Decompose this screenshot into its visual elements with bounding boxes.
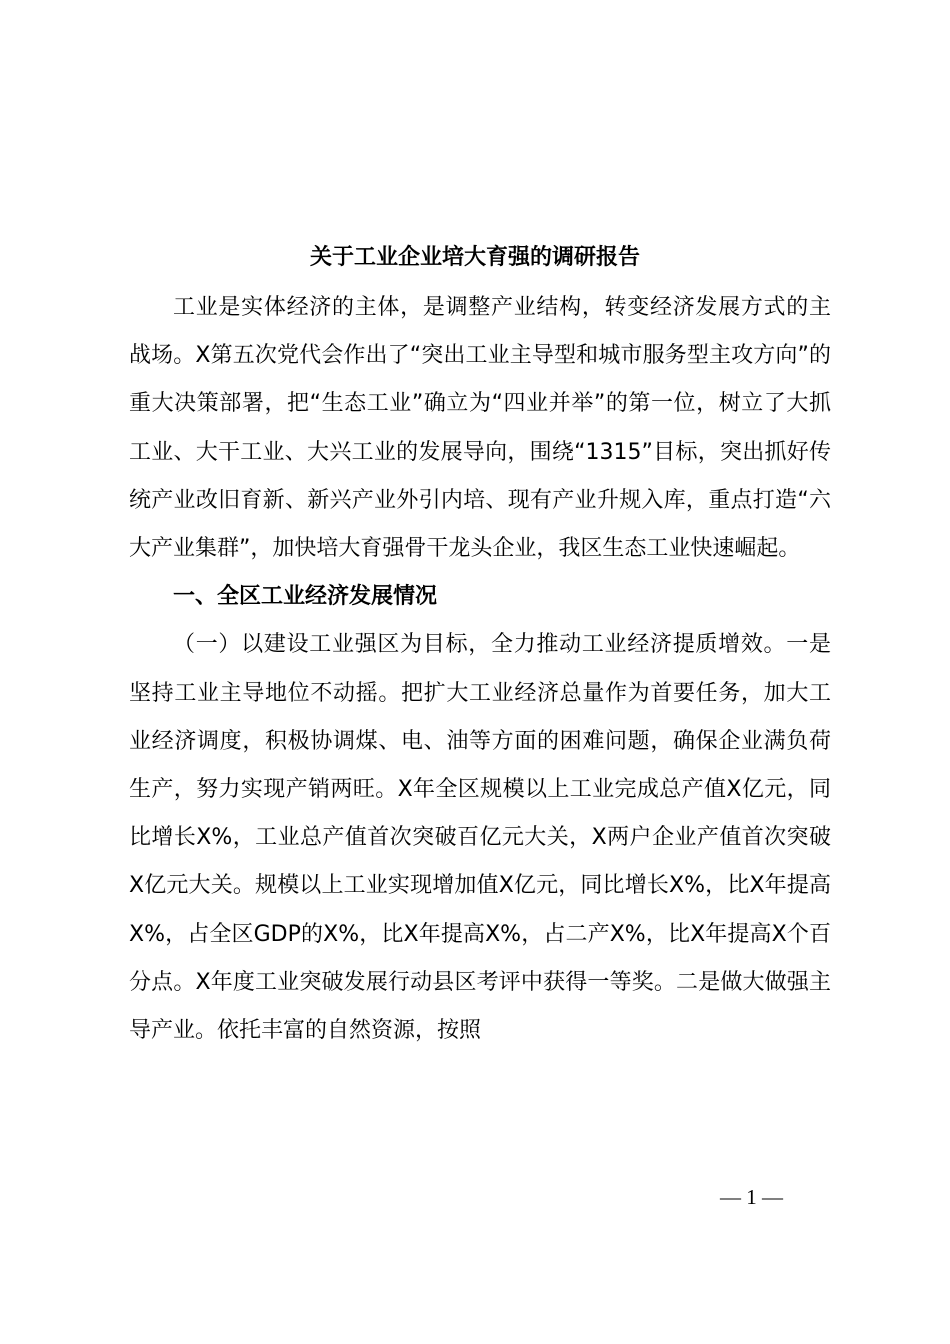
section-paragraph: （一）以建设工业强区为目标，全力推动工业经济提质增效。一是坚持工业主导地位不动摇。把扩大工业经济总量作为首要任务，加大工业经济调度，积极协调煤、电、油等方面的困难问题，确保企业满负荷生产，努力实现产销两旺。X年全区规模以上工业完成总产值X亿元，同比增长X%，工业总产值首次突破百亿元大关，X两户企业产值首次突破X亿元大关。规模以上工业实现增加值X亿元，同比增长X%，比X年提高X%，占全区GDP的X%，比X年提高X%，占二产X%，比X年提高X个百分点。X年度工业突破发展行动县区考评中获得一等奖。二是做大做强主导产业。依托丰富的自然资源，按照 — [129, 632, 831, 1044]
document-body — [129, 284, 831, 1055]
document-title: 关于工业企业培大育强的调研报告 — [309, 244, 640, 270]
intro-paragraph: 工业是实体经济的主体，是调整产业结构，转变经济发展方式的主战场。X第五次党代会作出了“突出工业主导型和城市服务型主攻方向”的重大决策部署，把“生态工业”确立为“四业并举”的第一位，树立了大抓工业、大干工业、大兴工业的发展导向，围绕“1315”目标，突出抓好传统产业改旧育新、新兴产业外引内培、现有产业升规入库，重点打造“六大产业集群”，加快培大育强骨干龙头企业，我区生态工业快速崛起。 — [129, 295, 831, 562]
section-heading: 一、全区工业经济发展情况 — [173, 584, 438, 610]
page-number: — 1 — — [720, 1185, 783, 1209]
